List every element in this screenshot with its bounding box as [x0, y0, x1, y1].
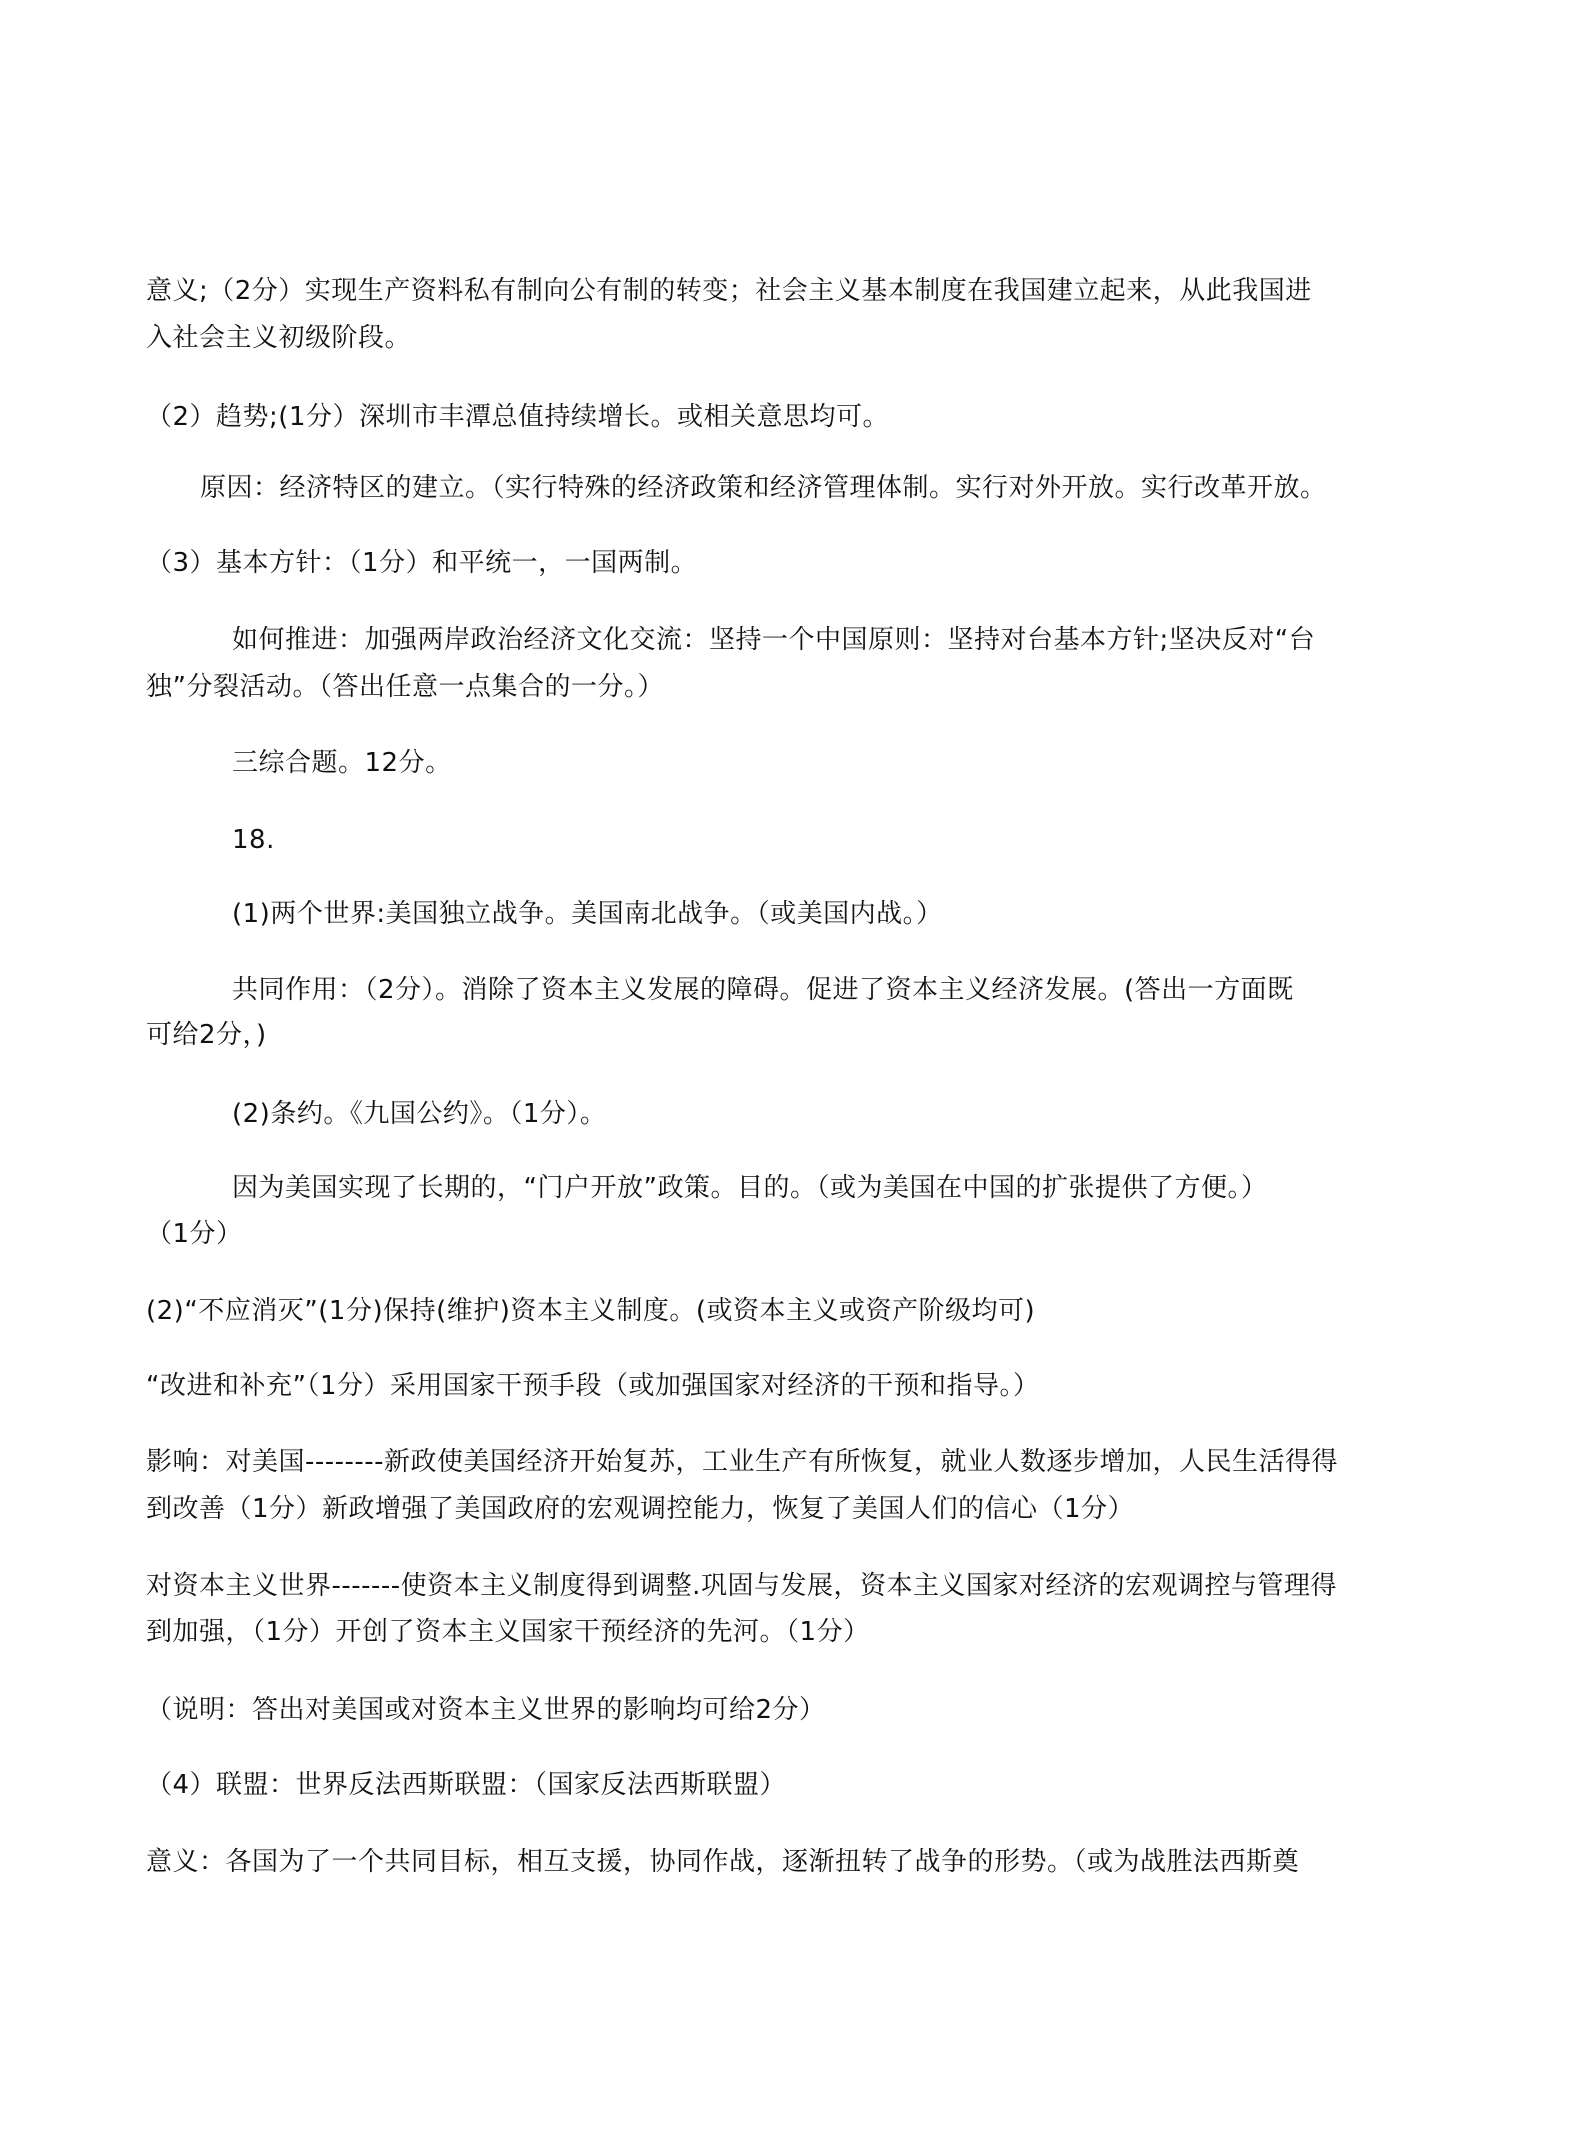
text-line: 共同作用：（2分）。消除了资本主义发展的障碍。促进了资本主义经济发展。(答出一方面既 [232, 975, 1294, 1005]
text-line: “改进和补充”（1分）采用国家干预手段（或加强国家对经济的干预和指导。） [146, 1371, 1040, 1401]
text-line: （1分） [146, 1219, 243, 1249]
text-line: 三综合题。12分。 [232, 748, 452, 778]
text-line: 原因：经济特区的建立。（实行特殊的经济政策和经济管理体制。实行对外开放。实行改革开放。 [200, 473, 1327, 503]
text-line: 因为美国实现了长期的，“门户开放”政策。目的。（或为美国在中国的扩张提供了方便。） [232, 1173, 1268, 1203]
text-line: 意义：各国为了一个共同目标，相互支援，协同作战，逐渐扭转了战争的形势。（或为战胜法西斯奠 [146, 1847, 1300, 1877]
text-line: （2）趋势;(1分）深圳市丰潭总值持续增长。或相关意思均可。 [146, 402, 889, 432]
text-line: (1)两个世界:美国独立战争。美国南北战争。（或美国内战。） [232, 899, 943, 929]
text-line: 到改善（1分）新政增强了美国政府的宏观调控能力，恢复了美国人们的信心（1分） [146, 1494, 1135, 1524]
text-line: 如何推进：加强两岸政治经济文化交流：坚持一个中国原则：坚持对台基本方针;坚决反对“台 [232, 625, 1316, 655]
text-line: 入社会主义初级阶段。 [146, 323, 412, 353]
text-line: （4）联盟：世界反法西斯联盟：（国家反法西斯联盟） [146, 1770, 787, 1800]
text-line: （3）基本方针：（1分）和平统一，一国两制。 [146, 548, 698, 578]
text-line: 18. [232, 825, 275, 855]
text-line: 对资本主义世界-------使资本主义制度得到调整.巩固与发展，资本主义国家对经济的宏观调控与管理得 [146, 1571, 1337, 1601]
text-line: 影响：对美国--------新政使美国经济开始复苏，工业生产有所恢复，就业人数逐步增加，人民生活得得 [146, 1447, 1339, 1477]
text-line: 到加强，（1分）开创了资本主义国家干预经济的先河。（1分） [146, 1617, 870, 1647]
text-line: （说明：答出对美国或对资本主义世界的影响均可给2分） [146, 1695, 826, 1725]
text-line: 可给2分，) [146, 1020, 267, 1050]
text-line: (2)条约。《九国公约》。（1分）。 [232, 1099, 607, 1129]
text-line: (2)“不应消灭”(1分)保持(维护)资本主义制度。(或资本主义或资产阶级均可) [146, 1296, 1036, 1326]
text-line: 意义;（2分）实现生产资料私有制向公有制的转变；社会主义基本制度在我国建立起来，从此我国进 [146, 276, 1312, 306]
text-line: 独”分裂活动。（答出任意一点集合的一分。） [146, 672, 664, 702]
